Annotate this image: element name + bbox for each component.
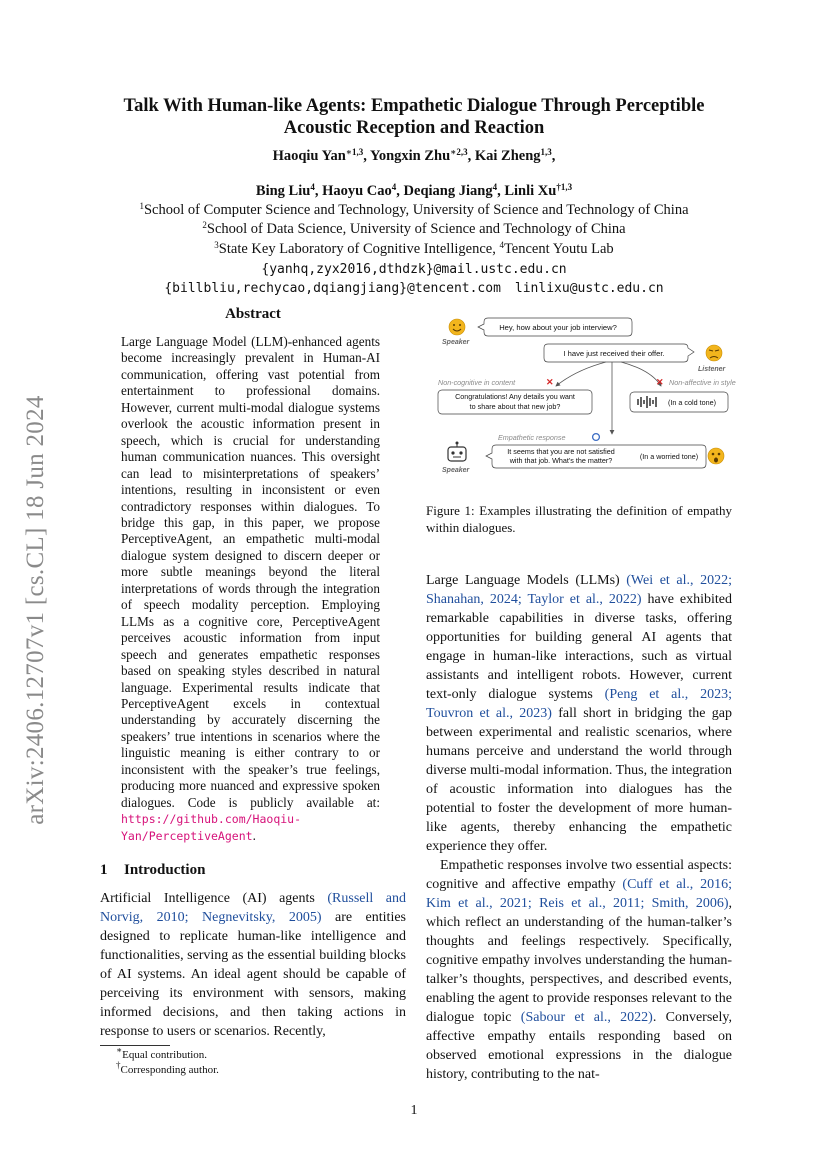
sad-face-icon [706,345,722,361]
smiling-face-icon [449,319,465,335]
citation[interactable]: (Sabour et al., 2022) [520,1010,653,1025]
citation[interactable]: (Peng et al., 2023; Touvron et al., 2023) [426,687,733,721]
affiliation-3: $^3$State Key Laboratory of Cognitive Intelligence, $^4$Tencent Youtu Lab [214,240,614,257]
author-line-2: Bing Liu$^4$, Haoyu Cao$^4$, Deqiang Jiang$^4$, Linli Xu$^{\dagger 1,3}$ [255,182,573,199]
empathy-diagram [426,308,736,488]
non-affective-label: Non-affective in style [669,378,736,387]
empathetic-label: Empathetic response [498,433,566,442]
citation[interactable]: (Russell and Norvig, 2010; Negnevitsky, 2005) [100,891,407,925]
listener-label: Listener [698,366,726,373]
citation[interactable]: (Wei et al., 2022; Shanahan, 2024; Taylor et al., 2022) [426,573,732,607]
email-line-2: {billbliu,rechycao,dqiangjiang}@tencent.com linlixu@ustc.edu.cn [164,281,664,296]
code-link[interactable]: https://github.com/Haoqiu-Yan/PerceptiveAgent [121,812,302,843]
bubble-text: I have just received their offer. [563,349,665,358]
paragraph: Large Language Models (LLMs) (Wei et al., 2022; Shanahan, 2024; Taylor et al., 2022) have exhibited remarkable capabilities in diverse tasks, offering opportunities for building general AI agents that engage in human-like interactions, such as virtual assistants and intelligent robots. However, current text-only dialogue systems (Peng et al., 2023; Touvron et al., 2023) fall short in bridging the gap between experimental and realistic scenarios, where humans perceive and understand the world through diverse multi-modal information. Thus, the integration of acoustic information into dialogues has the potential to foster the development of more human-like agents, thereby enhancing the empathetic experience they offer. [426,573,733,854]
affiliation-1: $^1$School of Computer Science and Technology, University of Science and Technology of China [139,201,689,218]
footnote-1: ∗Equal contribution. [116,1045,208,1061]
speaker-label: Speaker [442,339,470,346]
paragraph: Empathetic responses involve two essential aspects: cognitive and affective empathy (Cuff et al., 2016; Kim et al., 2021; Reis et al., 2011; Smith, 2006), which reflect an understanding of the human-talker’s thoughts and feelings respectively. Specifically, cognitive empathy involves understanding the human-talker’s thoughts, perspectives, and described events, enabling the agent to provide responses relevant to the dialogue topic (Sabour et al., 2022). Conversely, affective empathy entails responding based on observed emotional expressions in the dialogue history, contributing to the nat- [426,858,732,1082]
worried-face-icon [708,448,724,464]
page-number: 1 [410,1103,418,1118]
bubble-text: to share about that new job? [469,402,561,411]
bubble-text: Hey, how about your job interview? [499,323,617,332]
right-column-text [426,571,732,1084]
paper-title: Talk With Human-like Agents: Empathetic Dialogue Through Perceptible Acoustic Reception and Reaction [123,96,705,138]
figure-caption: Figure 1: Examples illustrating the definition of empathy within dialogues. [426,503,732,535]
check-circle-icon [593,434,600,441]
bubble-text: (In a cold tone) [668,398,716,407]
speaker-label: Speaker [442,467,470,474]
cross-icon: ✕ [656,377,664,387]
abstract-text: Large Language Model (LLM)-enhanced agents become increasingly prevalent in Human-AI communication, offering vast potential from entertainment to professional domains. However, current multi-modal dialogue systems overlook the acoustic information present in speech, which is crucial for understanding human communication nuances. This oversight can lead to misinterpretations of speakers’ intentions, resulting in inconsistent or even contradictory responses within dialogues. To bridge this gap, in this paper, we propose PerceptiveAgent, an empathetic multi-modal dialogue system designed to discern deeper or more subtle meanings beyond the literal interpretations of words through the integration of speech modality perception. Employing LLMs as a cognitive core, PerceptiveAgent perceives acoustic information from input speech and generates empathetic responses based on speaking styles described in natural language. Experimental results indicate that PerceptiveAgent excels in contextual understanding by accurately discerning the speakers’ true intentions in scenarios where the linguistic meaning is either contrary to or inconsistent with the speaker’s true feelings, producing more nuanced and expressive spoken dialogues. Code is publicly available at: https://github.com/Haoqiu-Yan/PerceptiveAgent. [121,334,380,843]
bubble-text: with that job. What’s the matter? [509,456,613,465]
citation[interactable]: (Cuff et al., 2016; Kim et al., 2021; Reis et al., 2011; Smith, 2006) [426,877,732,911]
author-line-1: Haoqiu Yan$^{∗1,3}$, Yongxin Zhu$^{∗2,3}$, Kai Zheng$^{1,3}$, [272,147,556,164]
bubble-text: (In a worried tone) [639,452,699,461]
cross-icon: ✕ [546,377,554,387]
email-line-1: {yanhq,zyx2016,dthdzk}@mail.ustc.edu.cn [261,262,567,277]
non-cognitive-label: Non-cognitive in content [438,378,516,387]
abstract-heading: Abstract [225,306,281,322]
figure-1 [426,308,736,488]
arxiv-identifier: arXiv:2406.12707v1 [cs.CL] 18 Jun 2024 [22,395,49,825]
section-heading: 1 Introduction [100,862,206,878]
intro-paragraph: Artificial Intelligence (AI) agents (Russell and Norvig, 2010; Negnevitsky, 2005) are entities designed to replicate human-like intelligence and functionalities, serving as the essential building blocks of AI systems. An ideal agent should be capable of perceiving its environment with sensors, making informed decisions, and then taking actions in response to users or scenarios. Recently, [100,891,407,1039]
robot-icon [448,442,466,462]
bubble-text: It seems that you are not satisfied [507,447,615,456]
footnote-rule [100,1045,170,1046]
bubble-text: Congratulations! Any details you want [455,392,575,401]
footnote-2: †Corresponding author. [116,1060,219,1076]
affiliation-2: $^2$School of Data Science, University of Science and Technology of China [202,220,626,237]
